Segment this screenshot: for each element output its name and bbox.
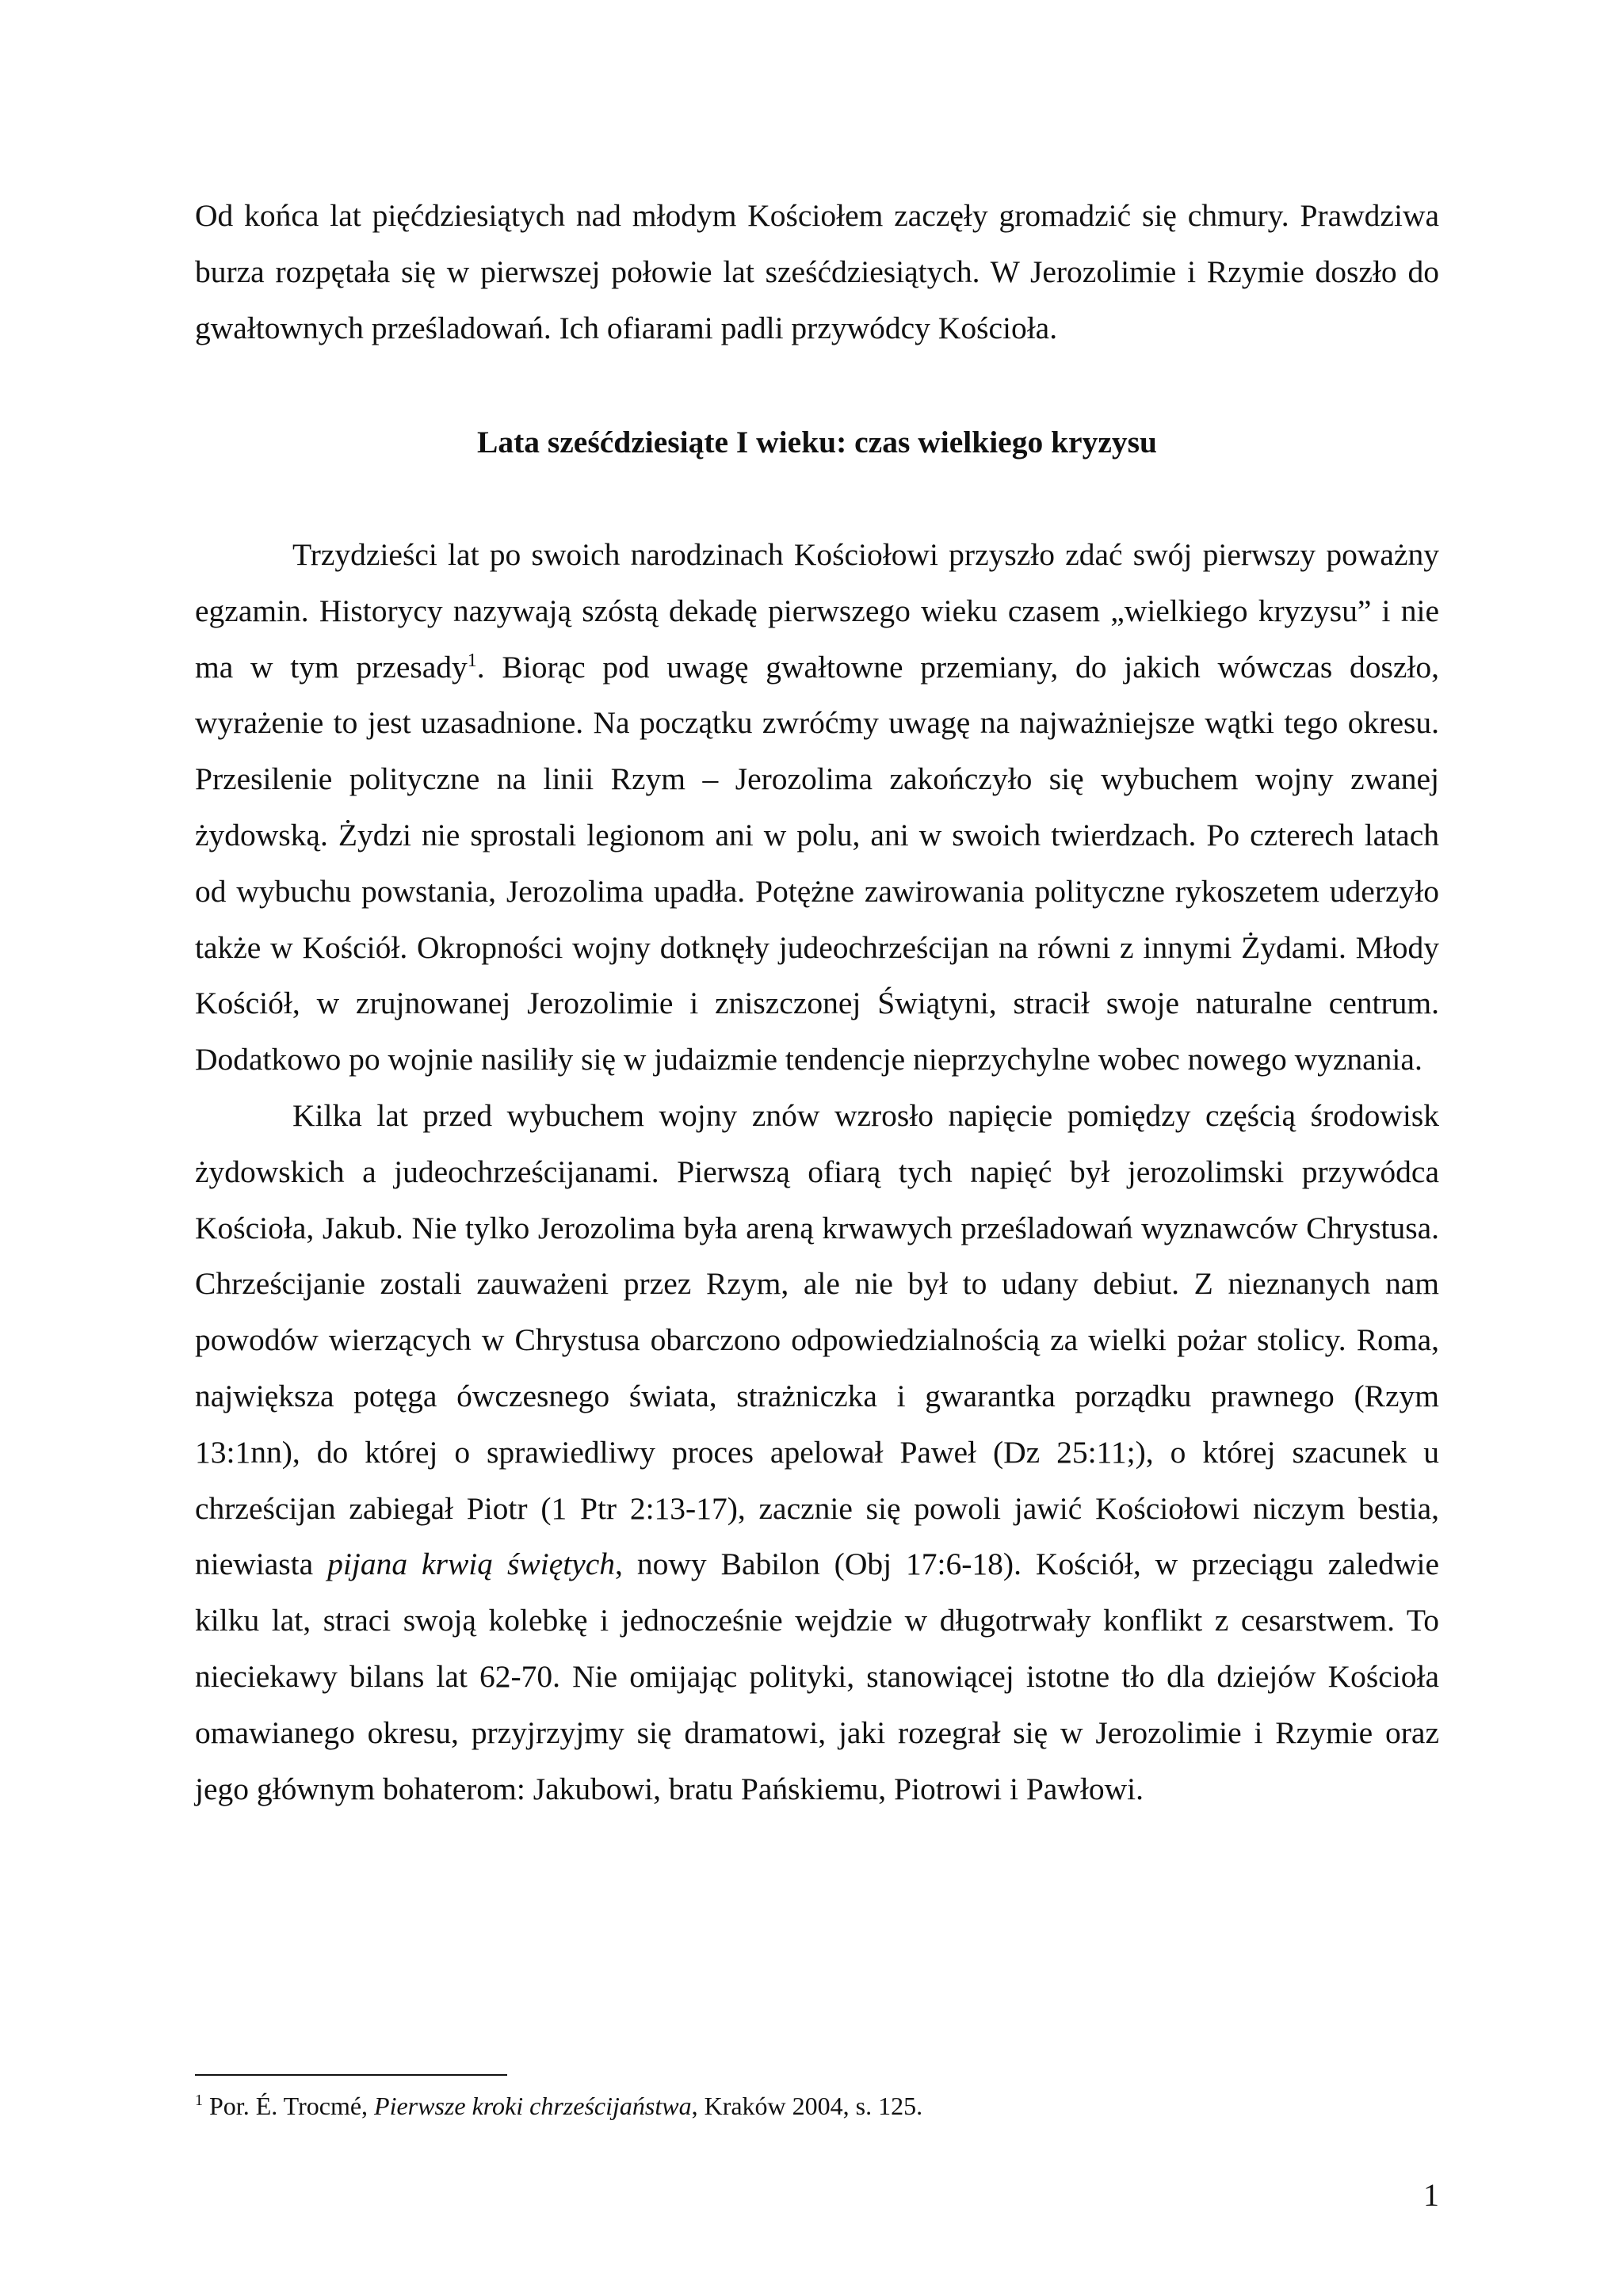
body-paragraph-2 xyxy=(195,1088,1439,1817)
intro-paragraph xyxy=(195,188,1439,356)
footnote-text-end: , Kraków 2004, s. 125. xyxy=(691,2092,923,2120)
paragraph-1-text-end: . Biorąc pod uwagę gwałtowne przemiany, do jakich wówczas doszło, wyrażenie to jest uzasadnione. Na początku zwróćmy uwagę na najważniejsze wątki tego okresu. Przesilenie polityczne na linii Rzym – Jerozolima zakończyło się wybuchem wojny zwanej żydowską. Żydzi nie sprostali legionom ani w polu, ani w swoich twierdzach. Po czterech latach od wybuchu powstania, Jerozolima upadła. Potężne zawirowania polityczne rykoszetem uderzyło także w Kościół. Okropności wojny dotknęły judeochrześcijan na równi z innymi Żydami. Młody Kościół, w zrujnowanej Jerozolimie i zniszczonej Świątyni, stracił swoje naturalne centrum. Dodatkowo po wojnie nasiliły się w judaizmie tendencje nieprzychylne wobec nowego wyznania. xyxy=(195,649,1439,1077)
intro-text: Od końca lat pięćdziesiątych nad młodym Kościołem zaczęły gromadzić się chmury. Prawdziwa burza rozpętała się w pierwszej połowie lat sześćdziesiątych. W Jerozolimie i Rzymie doszło do gwałtownych prześladowań. Ich ofiarami padli przywódcy Kościoła. xyxy=(195,198,1439,345)
footnote-book-title: Pierwsze kroki chrześcijaństwa xyxy=(374,2092,692,2120)
paragraph-2-text-end: , nowy Babilon (Obj 17:6-18). Kościół, w przeciągu zaledwie kilku lat, straci swoją kolebkę i jednocześnie wejdzie w długotrwały konflikt z cesarstwem. To nieciekawy bilans lat 62-70. Nie omijając polityki, stanowiącej istotne tło dla dziejów Kościoła omawianego okresu, przyjrzyjmy się dramatowi, jaki rozegrał się w Jerozolimie i Rzymie oraz jego głównym bohaterom: Jakubowi, bratu Pańskiemu, Piotrowi i Pawłowi. xyxy=(195,1547,1439,1806)
footnote-separator xyxy=(195,2074,507,2076)
paragraph-1-text-start: Trzydzieści lat po swoich narodzinach Kościołowi przyszło zdać swój pierwszy poważny egzamin. Historycy nazywają szóstą dekadę pierwszego wieku czasem „wielkiego kryzysu” i nie ma w tym przesady xyxy=(195,537,1439,685)
paragraph-2-italic-quote: pijana krwią świętych xyxy=(327,1547,616,1582)
footnote xyxy=(195,2088,1439,2124)
footnote-text-start: Por. É. Trocmé, xyxy=(203,2092,375,2120)
body-paragraph-1 xyxy=(195,527,1439,1088)
footnote-marker: 1 xyxy=(195,2092,203,2109)
paragraph-2-text-start: Kilka lat przed wybuchem wojny znów wzrosło napięcie pomiędzy częścią środowisk żydowskich a judeochrześcijanami. Pierwszą ofiarą tych napięć był jerozolimski przywódca Kościoła, Jakub. Nie tylko Jerozolima była areną krwawych prześladowań wyznawców Chrystusa. Chrześcijanie zostali zauważeni przez Rzym, ale nie był to udany debiut. Z nieznanych nam powodów wierzących w Chrystusa obarczono odpowiedzialnością za wielki pożar stolicy. Roma, największa potęga ówczesnego świata, strażniczka i gwarantka porządku prawnego (Rzym 13:1nn), do której o sprawiedliwy proces apelował Paweł (Dz 25:11;), o której szacunek u chrześcijan zabiegał Piotr (1 Ptr 2:13-17), zacznie się powoli jawić Kościołowi niczym bestia, niewiasta xyxy=(195,1097,1439,1582)
footnote-reference: 1 xyxy=(467,650,477,671)
main-body xyxy=(195,527,1439,1817)
section-heading: Lata sześćdziesiąte I wieku: czas wielkiego kryzysu xyxy=(477,425,1157,460)
page-number: 1 xyxy=(1423,2177,1439,2213)
